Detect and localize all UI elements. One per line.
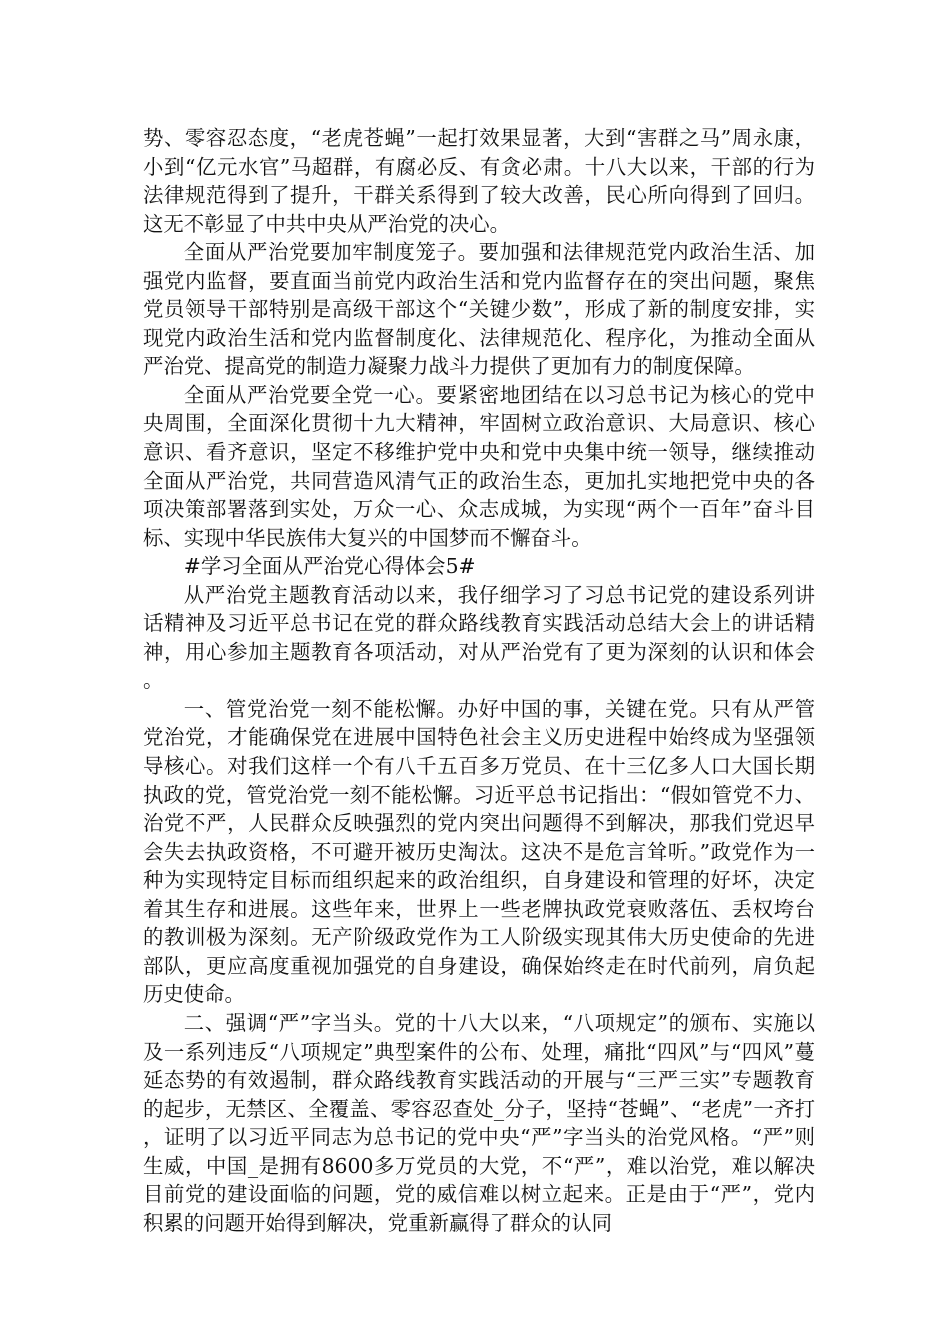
paragraph-continuation: 势、零容忍态度，“老虎苍蝇”一起打效果显著，大到“害群之马”周永康，小到“亿元水官”马超群，有腐必反、有贪必肃。十八大以来，干部的行为法律规范得到了提升，干群关系得到了较大改善，民心所向得到了回归。这无不彰显了中共中央从严治党的决心。 <box>143 126 815 236</box>
paragraph-point-one: 一、管党治党一刻不能松懈。办好中国的事，关键在党。只有从严管党治党，才能确保党在进展中国特色社会主义历史进程中始终成为坚强领导核心。对我们这样一个有八千五百多万党员、在十三亿多人口大国长期执政的党，管党治党一刻不能松懈。习近平总书记指出：“假如管党不力、治党不严，人民群众反映强烈的党内突出问题得不到解决，那我们党迟早会失去执政资格，不可避开被历史淘汰。这决不是危言耸听。”政党作为一种为实现特定目标而组织起来的政治组织，自身建设和管理的好坏，决定着其生存和进展。这些年来，世界上一些老牌执政党衰败落伍、丢权垮台的教训极为深刻。无产阶级政党作为工人阶级实现其伟大历史使命的先进部队，更应高度重视加强党的自身建设，确保始终走在时代前列，肩负起历史使命。 <box>143 696 815 1007</box>
paragraph-intro: 从严治党主题教育活动以来，我仔细学习了习总书记党的建设系列讲话精神及习近平总书记在党的群众路线教育实践活动总结大会上的讲话精神，用心参加主题教育各项活动，对从严治党有了更为深刻的认识和体会。 <box>143 582 815 693</box>
paragraph-whole-party: 全面从严治党要全党一心。要紧密地团结在以习总书记为核心的党中央周围，全面深化贯彻十九大精神，牢固树立政治意识、大局意识、核心意识、看齐意识，坚定不移维护党中央和党中央集中统一领导，继续推动全面从严治党，共同营造风清气正的政治生态，更加扎实地把党中央的各项决策部署落到实处，万众一心、众志成城，为实现“两个一百年”奋斗目标、实现中华民族伟大复兴的中国梦而不懈奋斗。 <box>143 382 815 550</box>
paragraph-point-two: 二、强调“严”字当头。党的十八大以来，“八项规定”的颁布、实施以及一系列违反“八项规定”典型案件的公布、处理，痛批“四风”与“四风”蔓延态势的有效遏制，群众路线教育实践活动的开展与“三严三实”专题教育的起步，无禁区、全覆盖、零容忍查处_分子，坚持“苍蝇”、“老虎”一齐打，证明了以习近平同志为总书记的党中央“严”字当头的治党风格。“严”则生威，中国_是拥有8600多万党员的大党，不“严”，难以治党，难以解决目前党的建设面临的问题，党的威信难以树立起来。正是由于“严”，党内积累的问题开始得到解决，党重新赢得了群众的认同 <box>143 1010 815 1235</box>
section-heading: #学习全面从严治党心得体会5# <box>183 554 476 579</box>
document-body <box>143 124 815 1237</box>
paragraph-institutional-cage: 全面从严治党要加牢制度笼子。要加强和法律规范党内政治生活、加强党内监督，要直面当前党内政治生活和党内监督存在的突出问题，聚焦党员领导干部特别是高级干部这个“关键少数”，形成了新的制度安排，实现党内政治生活和党内监督制度化、法律规范化、程序化，为推动全面从严治党、提高党的制造力凝聚力战斗力提供了更加有力的制度保障。 <box>143 240 815 379</box>
